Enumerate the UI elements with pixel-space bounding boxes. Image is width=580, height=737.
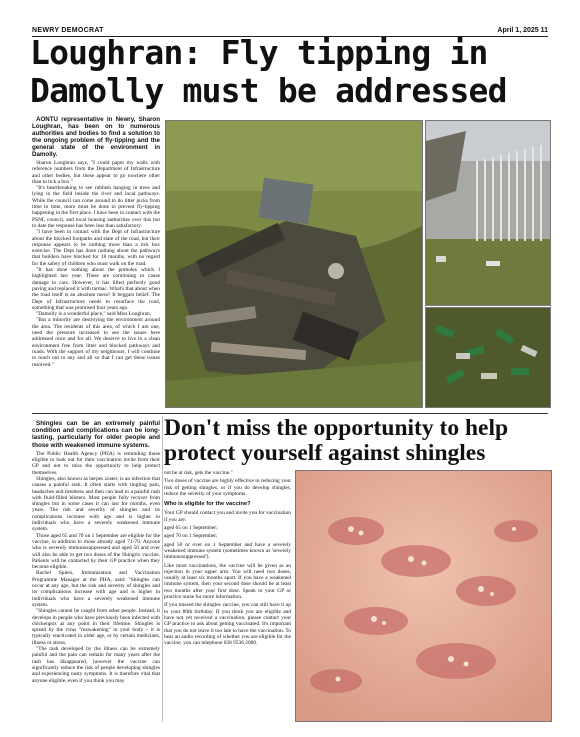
issue-date: April 1, 2025 11 bbox=[497, 27, 548, 34]
article-body-column bbox=[32, 116, 160, 412]
shingles-headline: Don't miss the opportunity to help protect yourself against shingles bbox=[164, 415, 509, 466]
shingles-paragraph: Your GP should contact you and invite you for vaccination if you are: bbox=[164, 510, 291, 523]
photo-fly-tipping-field bbox=[165, 120, 423, 408]
article-lead: AONTÚ representative in Newry, Sharon Loughran, has been on to numerous authorities and bodies to find a solution to the ongoing problem of fly-tipping and the general state of the environment in Damolly. bbox=[32, 116, 160, 158]
shingles-paragraph: "The rash developed by the illness can be extremely painful and the pain can remain for many years after the rash has disappeared, however the vaccine can significantly reduce the risk of people developing shingles and experiencing nasty symptoms. It is therefore vital that anyone eligible, even if you think you may bbox=[32, 646, 160, 684]
shingles-paragraph: The Public Health Agency (PHA) is reminding those eligible to look out for their vaccination invite from their GP and not to miss the opportunity to help protect themselves. bbox=[32, 450, 160, 476]
section-divider bbox=[32, 413, 548, 414]
shingles-paragraph: If you missed the shingles vaccine, you can still have it up to your 80th birthday. If you think you are eligible and have not yet received a vaccination, please contact your GP practice to ask about getting vaccinated. It's important that you do not leave it too late to have the vaccination. To hear an audio recording of whether you are eligible for the vaccine, you can telephone 028 9536 2000. bbox=[164, 602, 291, 647]
shingles-paragraph: "Shingles cannot be caught from other people. Instead, it develops in people who have previously been infected with chickenpox at any point in their lifetime. Shingles is spread by the virus "reawakening" in your body – it is typically reactivated in older age, or by certain medicines, illness or stress. bbox=[32, 608, 160, 646]
paper-name: NEWRY DEMOCRAT bbox=[32, 27, 104, 34]
article-paragraph: "I have been in contact with the Dept of Infrastructure about the blocked footpaths and state of the road, but their response appears to be nothing more than a tick box exercise. The Dept has done nothing about the pathways that builders have blocked for 18 months, with no regard for the safety of children who must walk on the road. bbox=[32, 229, 160, 267]
shingles-subhead: Who is eligible for the vaccine? bbox=[164, 501, 251, 508]
article-paragraph: "It has done nothing about the potholes which I highlighted last year. These are continuing to cause damage to cars. However, it has lifted perfectly good paving and replaced it with tarmac. What's that about when the road itself is an absolute mess? It beggars belief. The Dept of Infrastructure needs to resurface the road, something that was promised four years ago. bbox=[32, 267, 160, 311]
shingles-paragraph: aged 65 on 1 September; bbox=[164, 525, 218, 532]
photo-discarded-cans bbox=[425, 307, 551, 408]
shingles-middle-column bbox=[164, 470, 291, 720]
shingles-paragraph: Two doses of vaccine are highly effective in reducing your risk of getting shingles, or if you do develop shingles, reduce the severity of your symptoms. bbox=[164, 478, 291, 497]
shingles-left-column bbox=[32, 420, 160, 720]
article-paragraph: Sharon Loughran says, "I could paper my walls with reference numbers from the Department of Infrastructure and other bodies, but these appear to go nowhere other than to tick a box." bbox=[32, 160, 160, 185]
photo-shingles-rash bbox=[295, 470, 552, 722]
article-paragraph: "It's heartbreaking to see rubbish hanging in trees and lying in the field beside the river and local pathways. While the council can come around to do litter picks from time to time, more must be done to prevent fly-tipping happening in the first place. I have been in contact with the PSNI, council, and local housing authorities over this but to date the response has been less than satisfactory. bbox=[32, 185, 160, 229]
article-paragraph: "Damolly is a wonderful place," said Miss Loughran. bbox=[36, 311, 152, 318]
shingles-paragraph: aged 70 on 1 September; bbox=[164, 533, 218, 540]
shingles-paragraph: not be at risk, gets the vaccine." bbox=[164, 470, 233, 476]
shingles-paragraph: Shingles, also known as herpes zoster, is an infection that causes a painful rash. It often starts with tingling pain, headaches and tiredness and then can lead to a painful rash with fluid-filled blisters. Most people fully recover from shingles but in some cases it can last for months, even years. The risk and severity of shingles and its complications increase with age and is higher in individuals who have a severely weakened immune system. bbox=[32, 476, 160, 533]
photo-fence bbox=[425, 120, 551, 306]
shingles-paragraph: Like most vaccinations, the vaccine will be given as an injection in your upper arm. You will need two doses, usually at least six months apart. If you have a weakened immune system, then your second dose should be at least two months after your first dose. Speak to your GP or practice nurse for more information. bbox=[164, 562, 291, 601]
shingles-paragraph: Rachel Spiers, Immunisation and Vaccination Programme Manager at the PHA, said: "Shingles can occur at any age, but the risk and severity of shingles and its complications increase with age and is higher in individuals who have a severely weakened immune system. bbox=[32, 570, 160, 608]
shingles-paragraph: Those aged 65 and 70 on 1 September are eligible for the vaccine, in addition to those already aged 71-79. Anyone who is severely immunosuppressed and aged 50 and over will also be able to get two doses of the Shingrix vaccine. Patients will be contacted by their GP practice when they become eligible. bbox=[32, 532, 160, 571]
shingles-lead: Shingles can be an extremely painful condition and complications can be long-lasting, particularly for older people and those with weakened immune systems. bbox=[32, 420, 160, 449]
shingles-paragraph: aged 50 or over on 1 September and have a severely weakened immune system (sometimes known as 'severely immunosuppressed'). bbox=[164, 541, 291, 561]
column-rule bbox=[162, 416, 163, 722]
article-paragraph: "But a minority are destroying the environment around the area. The residents of this area, of which I am one, need the pressure increased to see the issues here addressed once and for all. We deserve to live in a clean environment free from litter and blocked pathways and roads. With the support of my neighbours, I will continue to reach out to any and all so that I can get these issues resolved." bbox=[32, 317, 160, 368]
article-headline: Loughran: Fly tipping in Damolly must be addressed bbox=[30, 33, 507, 110]
